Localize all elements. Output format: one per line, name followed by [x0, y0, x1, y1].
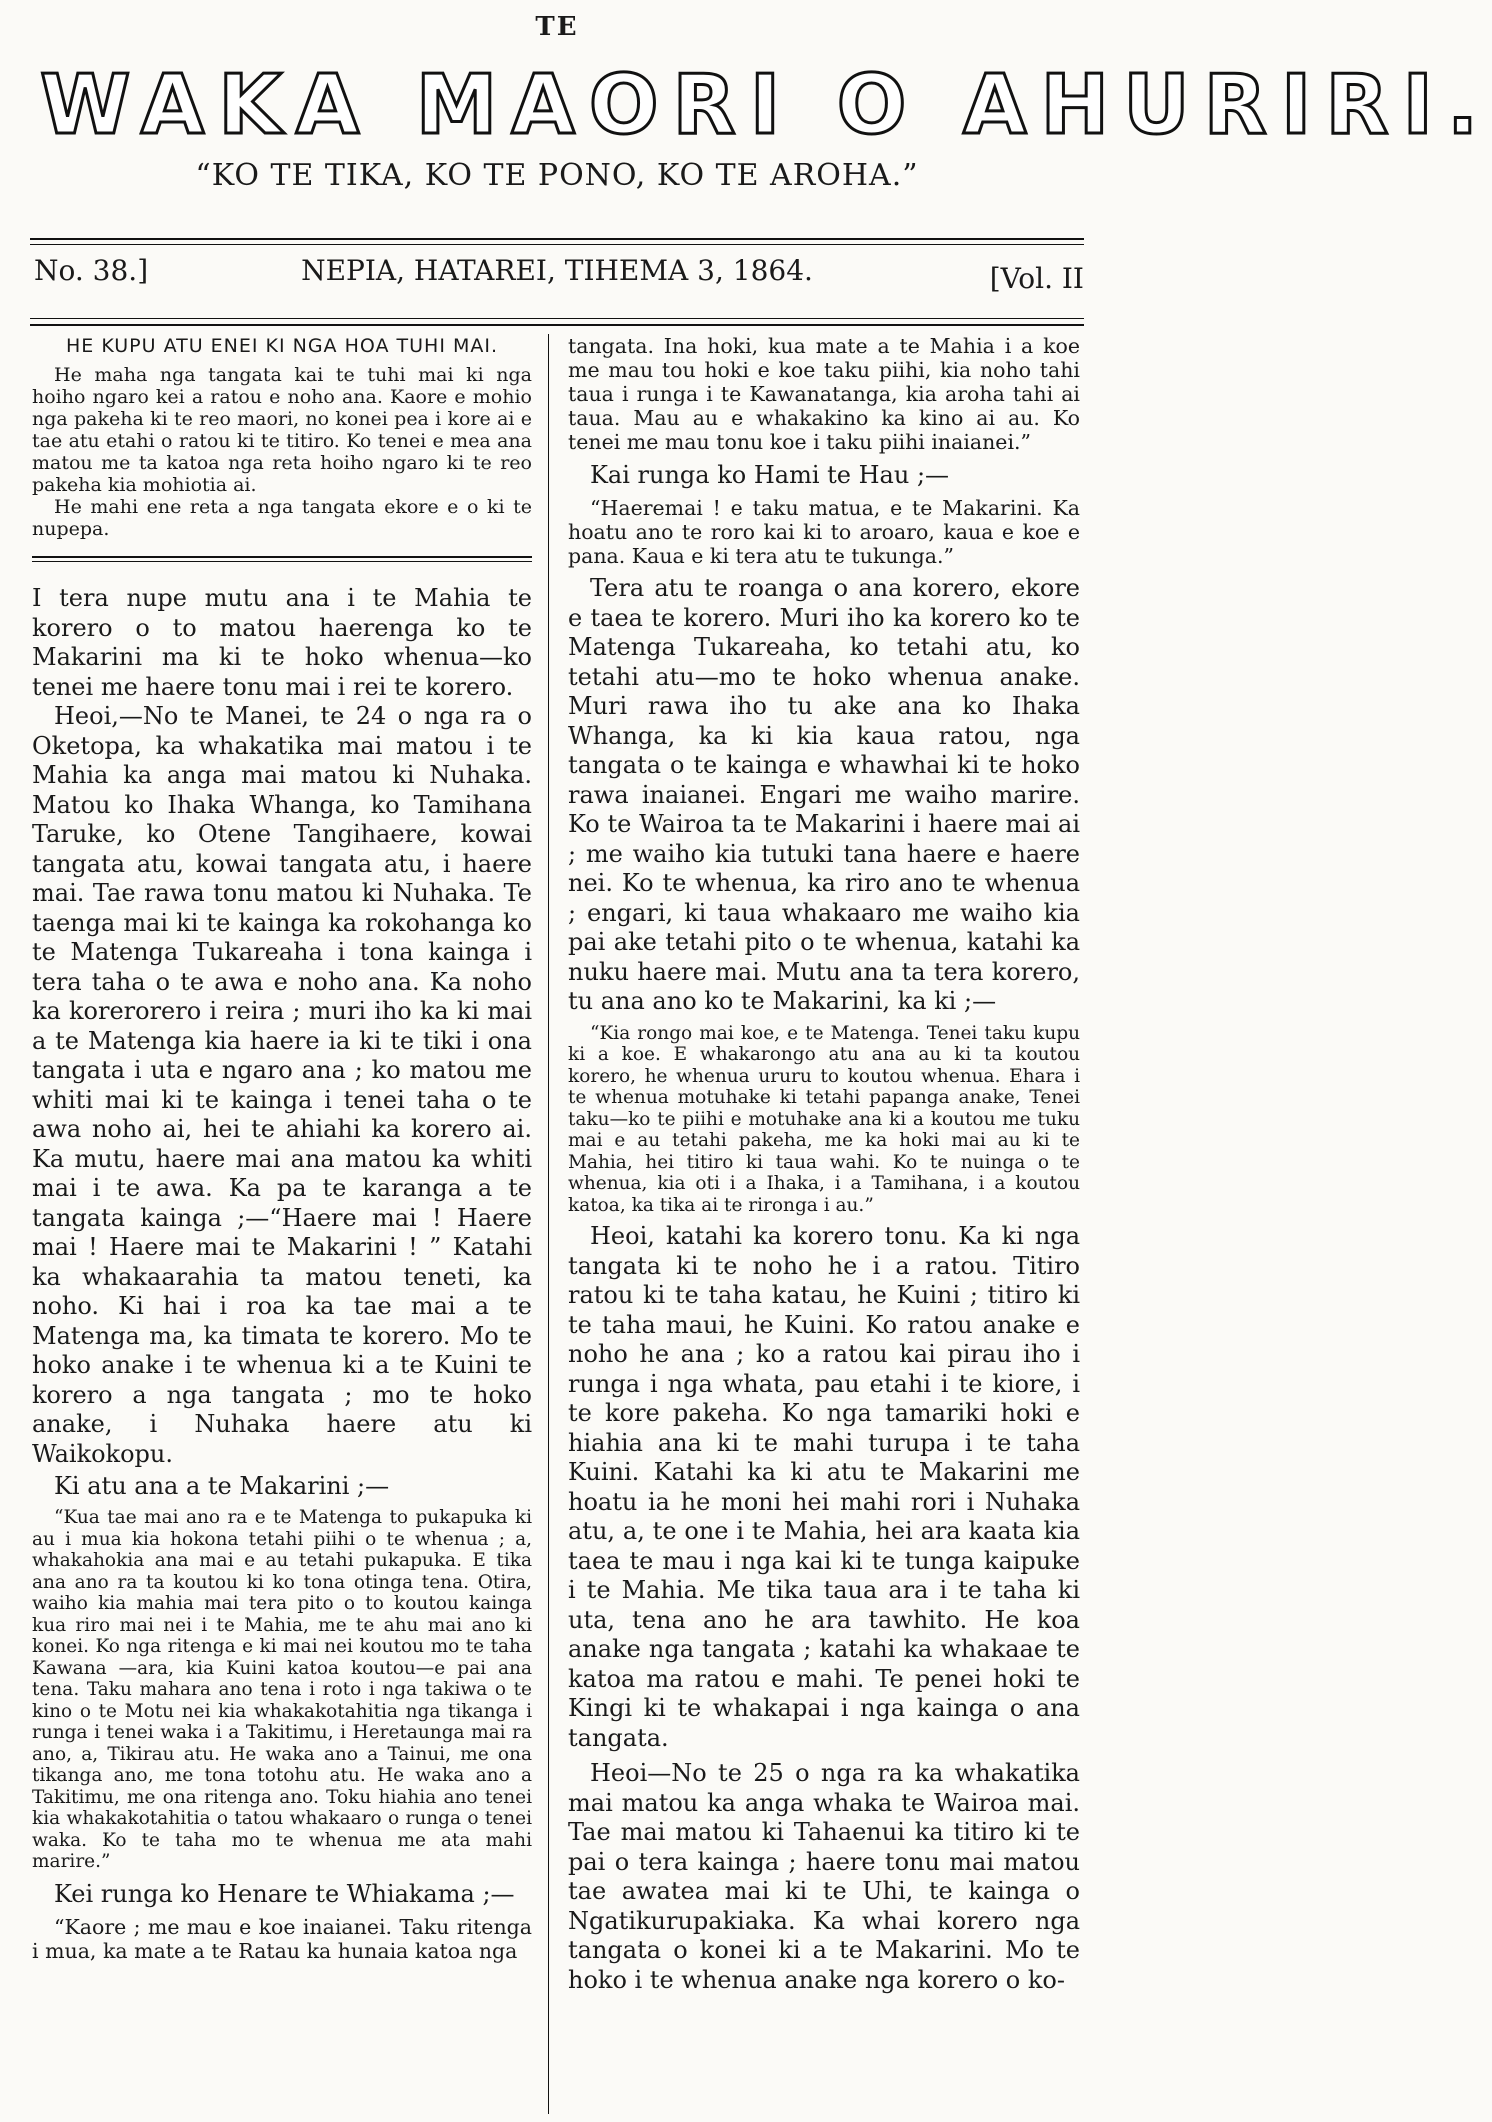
header-rule-top [30, 238, 1084, 240]
masthead-title: WAKA MAORI O AHURIRI. [40, 58, 1492, 153]
issue-date: NEPIA, HATAREI, TIHEMA 3, 1864. [301, 254, 813, 287]
issue-number: No. 38.] [34, 254, 149, 287]
quote-block [32, 1507, 532, 1873]
quote-paragraph: “Kaore ; me mau e koe inaianei. Taku ritenga i mua, ka mate a te Ratau ka hunaia katoa nga [32, 1914, 532, 1963]
motto: “KO TE TIKA, KO TE PONO, KO TE AROHA.” [195, 158, 919, 193]
article-paragraph: Heoi,—No te Manei, te 24 o nga ra o Oketopa, ka whakatika mai matou i te Mahia ka anga mai matou ki Nuhaka. Matou ko Ihaka Whanga, ko Tamihana Taruke, ko Otene Tangihaere, kowai tangata atu, kowai tangata atu, i haere mai. Tae rawa tonu matou ki Nuhaka. Te taenga mai ki te kainga ka rokohanga ko te Matenga Tukareaha i tona kainga i tera taha o te awa e noho ana. Ka noho ka korerorero i reira ; muri iho ka ki mai a te Matenga kia haere ia ki te tiki i ona tangata i uta e ngaro ana ; ko matou me whiti mai ki te kainga i tenei taha o te awa noho ai, hei te ahiahi ka korero ai. Ka mutu, haere mai ana matou ka whiti mai i te awa. Ka pa te karanga a te tangata kainga ;—“Haere mai ! Haere mai ! Haere mai te Makarini ! ” Katahi ka whakaarahia ta matou teneti, ka noho. Ki hai i roa ka tae mai a te Matenga ma, ka timata te korero. Mo te hoko anake i te whenua ki a te Kuini te korero a nga tangata ; mo te hoko anake, i Nuhaka haere atu ki Waikokopu. [32, 702, 532, 1468]
masthead-te: TE [535, 12, 579, 42]
speaker-line: Kei runga ko Henare te Whiakama ;— [54, 1879, 515, 1908]
article-paragraph: I tera nupe mutu ana i te Mahia te korero o to matou haerenga ko te Makarini ma ki te hoko whenua—ko tenei me haere tonu mai i rei te korero. [32, 584, 532, 701]
notice-paragraph: He mahi ene reta a nga tangata ekore e o ki te nupepa. [32, 496, 532, 540]
quote-paragraph: “Kua tae mai ano ra e te Matenga to pukapuka ki au i mua kia hokona tetahi piihi o te whenua ; a, whakahokia ana mai e au tetahi pukapuka. E tika ana ano ra ta koutou ki ko tona otinga tena. Otira, waiho kia mahia mai tera pito o to koutou kainga kua riro mai nei i te Mahia, me te ahu mai ano ki konei. Ko nga ritenga e ki mai nei koutou mo te taha Kawana —ara, kia Kuini katoa koutou—e pai ana tena. Taku mahara ano tena i roto i nga takiwa o te kino o te Motu nei kia whakakotahitia nga tikanga i runga i tenei waka i a Takitimu, i Heretaunga mai ra ano, a, Tikirau atu. He waka ano a Tainui, me ona tikanga ano, me tona totohu atu. He waka ano a Takitimu, me ona ritenga ano. Toku hiahia ano tenei kia whakakotahitia o tatou whakaaro o runga o tenei waka. Ko te taha mo te whenua me ata mahi marire.” [32, 1507, 532, 1872]
header-rule-bottom-thin [30, 318, 1084, 319]
article-paragraph: Tera atu te roanga o ana korero, ekore e taea te korero. Muri iho ka korero ko te Matenga Tukareaha, ko tetahi atu, ko tetahi atu—mo te hoko whenua anake. Muri rawa iho tu ake ana ko Ihaka Whanga, ka ki kia kaua ratou, nga tangata o te kainga e whawhai ki te hoko rawa inaianei. Engari me waiho marire. Ko te Wairoa ta te Makarini i haere mai ai ; me waiho kia tutuki tana haere e haere nei. Ko te whenua, ka riro ano te whenua ; engari, ki taua whakaaro me waiho kia pai ake tetahi pito o te whenua, katahi ka nuku haere mai. Mutu ana ta tera korero, tu ana ano ko te Makarini, ka ki ;— [568, 574, 1080, 1015]
article-paragraph: Heoi—No te 25 o nga ra ka whakatika mai matou ka anga whaka te Wairoa mai. Tae mai matou ki Tahaenui ka titiro ki te pai o tera kainga ; haere tonu mai matou tae awatea mai ki te Uhi, te kainga o Ngatikurupakiaka. Ka whai korero nga tangata o konei ki a te Makarini. Mo te hoko i te whenua anake nga korero o ko- [568, 1759, 1080, 1994]
right-column [568, 334, 1080, 1995]
notice-section [32, 334, 532, 540]
article-body [568, 574, 1080, 1017]
header-rule-top-thin [30, 244, 1084, 245]
quote-block [568, 334, 1080, 454]
quote-block [568, 1023, 1080, 1217]
speaker-line: Kai runga ko Hami te Hau ;— [590, 461, 950, 489]
header-rule-bottom [30, 324, 1084, 326]
quote-paragraph: “Kia rongo mai koe, e te Matenga. Tenei taku kupu ki a koe. E whakarongo atu ana au ki ta koutou korero, he whenua ururu to koutou whenua. Ehara i te whenua motuhake ki tetahi papanga anake, Tenei taku—ko te piihi e motuhake ana ki a koutou me tuku mai e au tetahi pakeha, me ka hoki mai au ki te Mahia, hei titiro ki taua wahi. Ko te nuinga o te whenua, kia oti i a Ihaka, i a Tamihana, i a koutou katoa, ka tika ai te rironga i au.” [568, 1022, 1080, 1216]
section-separator [32, 556, 532, 562]
article-body [568, 1222, 1080, 1995]
issue-volume: [Vol. II [989, 262, 1084, 295]
quote-block [32, 1915, 532, 1963]
notice-title: HE KUPU ATU ENEI KI NGA HOA TUHI MAI. [65, 335, 499, 357]
article-body [32, 584, 532, 1469]
column-divider [548, 334, 549, 2114]
quote-paragraph: “Haeremai ! e taku matua, e te Makarini. Ka hoatu ano te roro kai ki to aroaro, kaua e koe e pana. Kaua e ki tera atu te tukunga.” [568, 496, 1080, 568]
speaker-line: Ki atu ana a te Makarini ;— [54, 1472, 390, 1500]
article-paragraph: Heoi, katahi ka korero tonu. Ka ki nga tangata ki te noho he i a ratou. Titiro ratou ki te taha katau, he Kuini ; titiro ki te taha maui, he Kuini. Ko ratou anake e noho he ana ; ko a ratou kai pirau iho i runga i nga whata, pau etahi i te kiore, i te kore pakeha. Ko nga tamariki hoki e hiahia ana ki te mahi turupa i te taha Kuini. Katahi ka ki atu te Makarini me hoatu ia he moni hei mahi rori i Nuhaka atu, a, te one i te Mahia, hei ara kaata kia taea te mau i nga kai ki te tunga kaipuke i te Mahia. Me tika taua ara i te taha ki uta, tena ano he ara tawhito. He koa anake nga tangata ; katahi ka whakaae te katoa ma ratou e mahi. Te penei hoki te Kingi ki te whakapai i nga kainga o ana tangata. [568, 1222, 1080, 1752]
quote-paragraph: tangata. Ina hoki, kua mate a te Mahia i a koe me mau tou hoki e koe taku piihi, kia noho tahi taua i runga i te Kawanatanga, kia aroha tahi ai taua. Mau au e whakakino ka kino ai au. Ko tenei me mau tonu koe i taku piihi inaianei.” [568, 334, 1080, 454]
dateline [30, 254, 1084, 294]
notice-paragraph: He maha nga tangata kai te tuhi mai ki nga hoiho ngaro kei a ratou e noho ana. Kaore e mohio nga pakeha ki te reo maori, no konei pea i kore ai e tae atu etahi o ratou ki te titiro. Ko tenei e mea ana matou me ta katoa nga reta hoiho ngaro ki te reo pakeha kia mohiotia ai. [32, 364, 532, 496]
quote-block [568, 496, 1080, 568]
left-column [32, 334, 532, 1969]
